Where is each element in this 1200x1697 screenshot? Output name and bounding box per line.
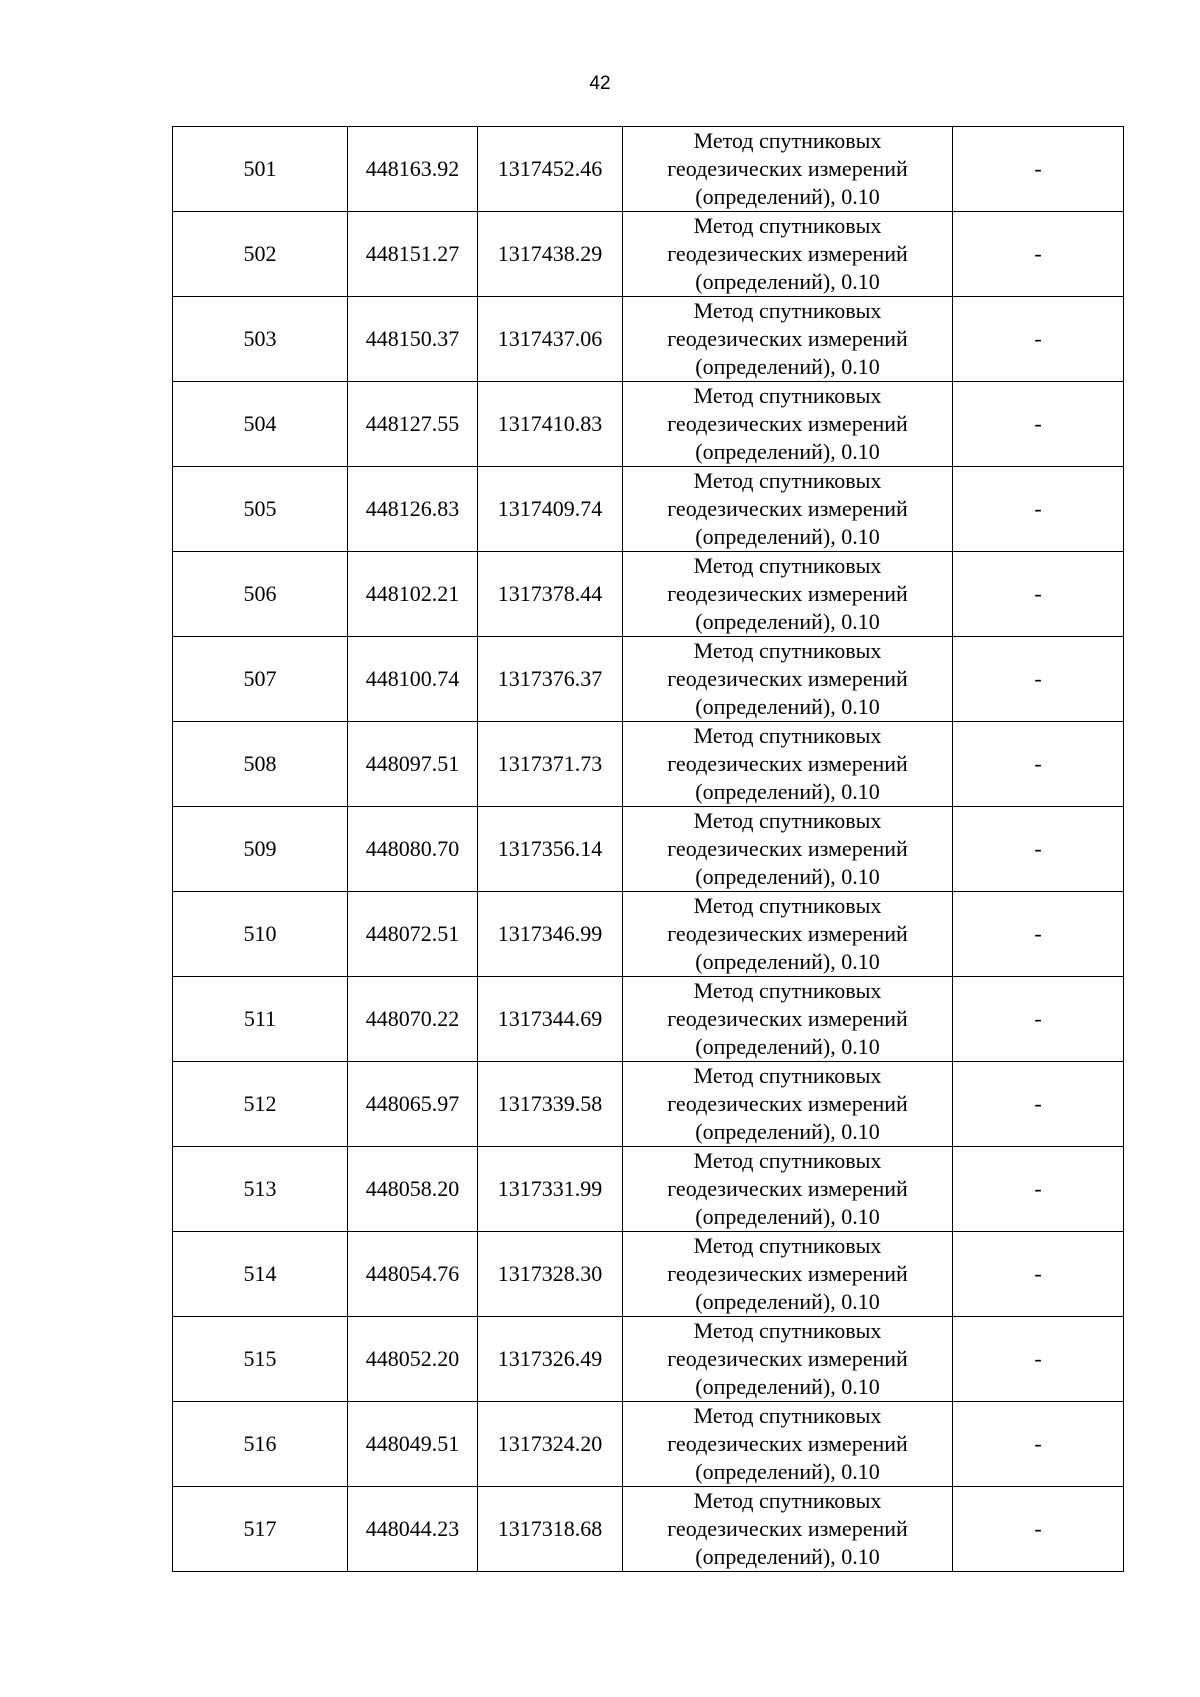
y-coordinate-cell: 1317371.73: [478, 722, 623, 807]
table-row: [173, 1402, 1124, 1487]
method-line: (определений), 0.10: [695, 779, 880, 804]
method-line: Метод спутниковых: [693, 893, 882, 918]
point-number-cell: 501: [173, 127, 348, 212]
point-number-cell: 510: [173, 892, 348, 977]
method-line: геодезических измерений: [667, 326, 908, 351]
method-line: геодезических измерений: [667, 1006, 908, 1031]
point-number-cell: 515: [173, 1317, 348, 1402]
x-coordinate-cell: 448097.51: [348, 722, 478, 807]
table-row: [173, 212, 1124, 297]
table-row: [173, 382, 1124, 467]
note-cell: -: [953, 807, 1124, 892]
y-coordinate-cell: 1317346.99: [478, 892, 623, 977]
note-cell: -: [953, 382, 1124, 467]
method-line: Метод спутниковых: [693, 1063, 882, 1088]
note-cell: -: [953, 1062, 1124, 1147]
x-coordinate-cell: 448054.76: [348, 1232, 478, 1317]
coordinates-table: [172, 126, 1124, 1572]
note-cell: -: [953, 977, 1124, 1062]
x-coordinate-cell: 448150.37: [348, 297, 478, 382]
note-cell: -: [953, 212, 1124, 297]
y-coordinate-cell: 1317344.69: [478, 977, 623, 1062]
method-cell: [623, 1062, 953, 1147]
y-coordinate-cell: 1317318.68: [478, 1487, 623, 1572]
point-number-cell: 502: [173, 212, 348, 297]
point-number-cell: 504: [173, 382, 348, 467]
method-line: (определений), 0.10: [695, 1204, 880, 1229]
y-coordinate-cell: 1317438.29: [478, 212, 623, 297]
x-coordinate-cell: 448044.23: [348, 1487, 478, 1572]
x-coordinate-cell: 448100.74: [348, 637, 478, 722]
method-line: Метод спутниковых: [693, 128, 882, 153]
method-line: геодезических измерений: [667, 1431, 908, 1456]
note-cell: -: [953, 722, 1124, 807]
method-cell: [623, 212, 953, 297]
method-line: (определений), 0.10: [695, 1544, 880, 1569]
method-line: геодезических измерений: [667, 1346, 908, 1371]
y-coordinate-cell: 1317339.58: [478, 1062, 623, 1147]
method-line: (определений), 0.10: [695, 1459, 880, 1484]
method-line: Метод спутниковых: [693, 723, 882, 748]
point-number-cell: 506: [173, 552, 348, 637]
method-line: Метод спутниковых: [693, 1318, 882, 1343]
method-line: геодезических измерений: [667, 581, 908, 606]
note-cell: -: [953, 1487, 1124, 1572]
method-cell: [623, 382, 953, 467]
method-cell: [623, 1487, 953, 1572]
method-line: (определений), 0.10: [695, 439, 880, 464]
method-line: (определений), 0.10: [695, 609, 880, 634]
x-coordinate-cell: 448049.51: [348, 1402, 478, 1487]
x-coordinate-cell: 448102.21: [348, 552, 478, 637]
method-cell: [623, 552, 953, 637]
point-number-cell: 511: [173, 977, 348, 1062]
x-coordinate-cell: 448151.27: [348, 212, 478, 297]
method-line: геодезических измерений: [667, 411, 908, 436]
method-line: Метод спутниковых: [693, 808, 882, 833]
note-cell: -: [953, 1402, 1124, 1487]
table-row: [173, 1147, 1124, 1232]
y-coordinate-cell: 1317331.99: [478, 1147, 623, 1232]
method-line: (определений), 0.10: [695, 1374, 880, 1399]
method-line: Метод спутниковых: [693, 1148, 882, 1173]
note-cell: -: [953, 892, 1124, 977]
note-cell: -: [953, 552, 1124, 637]
note-cell: -: [953, 1317, 1124, 1402]
note-cell: -: [953, 467, 1124, 552]
table-row: [173, 1487, 1124, 1572]
table-row: [173, 1062, 1124, 1147]
table-row: [173, 127, 1124, 212]
x-coordinate-cell: 448127.55: [348, 382, 478, 467]
method-line: (определений), 0.10: [695, 1289, 880, 1314]
method-line: геодезических измерений: [667, 666, 908, 691]
x-coordinate-cell: 448052.20: [348, 1317, 478, 1402]
y-coordinate-cell: 1317437.06: [478, 297, 623, 382]
y-coordinate-cell: 1317409.74: [478, 467, 623, 552]
method-line: геодезических измерений: [667, 241, 908, 266]
note-cell: -: [953, 637, 1124, 722]
point-number-cell: 505: [173, 467, 348, 552]
point-number-cell: 509: [173, 807, 348, 892]
method-line: геодезических измерений: [667, 751, 908, 776]
method-line: геодезических измерений: [667, 836, 908, 861]
method-line: (определений), 0.10: [695, 949, 880, 974]
y-coordinate-cell: 1317326.49: [478, 1317, 623, 1402]
method-line: Метод спутниковых: [693, 1403, 882, 1428]
x-coordinate-cell: 448065.97: [348, 1062, 478, 1147]
note-cell: -: [953, 127, 1124, 212]
method-cell: [623, 467, 953, 552]
method-line: Метод спутниковых: [693, 553, 882, 578]
method-line: геодезических измерений: [667, 921, 908, 946]
table-row: [173, 467, 1124, 552]
x-coordinate-cell: 448126.83: [348, 467, 478, 552]
table-row: [173, 722, 1124, 807]
table-row: [173, 637, 1124, 722]
method-line: (определений), 0.10: [695, 864, 880, 889]
method-line: геодезических измерений: [667, 156, 908, 181]
point-number-cell: 512: [173, 1062, 348, 1147]
method-cell: [623, 1317, 953, 1402]
method-line: геодезических измерений: [667, 496, 908, 521]
x-coordinate-cell: 448070.22: [348, 977, 478, 1062]
method-line: Метод спутниковых: [693, 213, 882, 238]
table-row: [173, 807, 1124, 892]
method-line: геодезических измерений: [667, 1091, 908, 1116]
method-cell: [623, 1147, 953, 1232]
method-cell: [623, 977, 953, 1062]
y-coordinate-cell: 1317356.14: [478, 807, 623, 892]
method-line: Метод спутниковых: [693, 298, 882, 323]
y-coordinate-cell: 1317378.44: [478, 552, 623, 637]
method-cell: [623, 807, 953, 892]
table-row: [173, 552, 1124, 637]
method-line: геодезических измерений: [667, 1176, 908, 1201]
method-cell: [623, 1232, 953, 1317]
x-coordinate-cell: 448080.70: [348, 807, 478, 892]
table-row: [173, 977, 1124, 1062]
note-cell: -: [953, 1147, 1124, 1232]
method-line: геодезических измерений: [667, 1516, 908, 1541]
method-line: (определений), 0.10: [695, 1034, 880, 1059]
point-number-cell: 517: [173, 1487, 348, 1572]
point-number-cell: 514: [173, 1232, 348, 1317]
point-number-cell: 507: [173, 637, 348, 722]
method-cell: [623, 722, 953, 807]
y-coordinate-cell: 1317410.83: [478, 382, 623, 467]
page-number: 42: [589, 73, 611, 94]
method-cell: [623, 1402, 953, 1487]
note-cell: -: [953, 1232, 1124, 1317]
method-line: (определений), 0.10: [695, 524, 880, 549]
method-cell: [623, 637, 953, 722]
method-line: (определений), 0.10: [695, 1119, 880, 1144]
method-line: Метод спутниковых: [693, 383, 882, 408]
table-row: [173, 1317, 1124, 1402]
y-coordinate-cell: 1317328.30: [478, 1232, 623, 1317]
method-line: (определений), 0.10: [695, 269, 880, 294]
x-coordinate-cell: 448163.92: [348, 127, 478, 212]
table-row: [173, 297, 1124, 382]
method-line: Метод спутниковых: [693, 638, 882, 663]
x-coordinate-cell: 448072.51: [348, 892, 478, 977]
method-cell: [623, 892, 953, 977]
method-line: (определений), 0.10: [695, 354, 880, 379]
table-row: [173, 1232, 1124, 1317]
note-cell: -: [953, 297, 1124, 382]
point-number-cell: 516: [173, 1402, 348, 1487]
point-number-cell: 513: [173, 1147, 348, 1232]
y-coordinate-cell: 1317324.20: [478, 1402, 623, 1487]
method-line: (определений), 0.10: [695, 184, 880, 209]
point-number-cell: 503: [173, 297, 348, 382]
method-line: Метод спутниковых: [693, 1488, 882, 1513]
x-coordinate-cell: 448058.20: [348, 1147, 478, 1232]
method-cell: [623, 127, 953, 212]
y-coordinate-cell: 1317376.37: [478, 637, 623, 722]
method-line: Метод спутниковых: [693, 1233, 882, 1258]
method-line: Метод спутниковых: [693, 978, 882, 1003]
coordinates-table-body: [173, 127, 1124, 1572]
method-line: геодезических измерений: [667, 1261, 908, 1286]
table-row: [173, 892, 1124, 977]
method-line: Метод спутниковых: [693, 468, 882, 493]
y-coordinate-cell: 1317452.46: [478, 127, 623, 212]
method-cell: [623, 297, 953, 382]
method-line: (определений), 0.10: [695, 694, 880, 719]
point-number-cell: 508: [173, 722, 348, 807]
